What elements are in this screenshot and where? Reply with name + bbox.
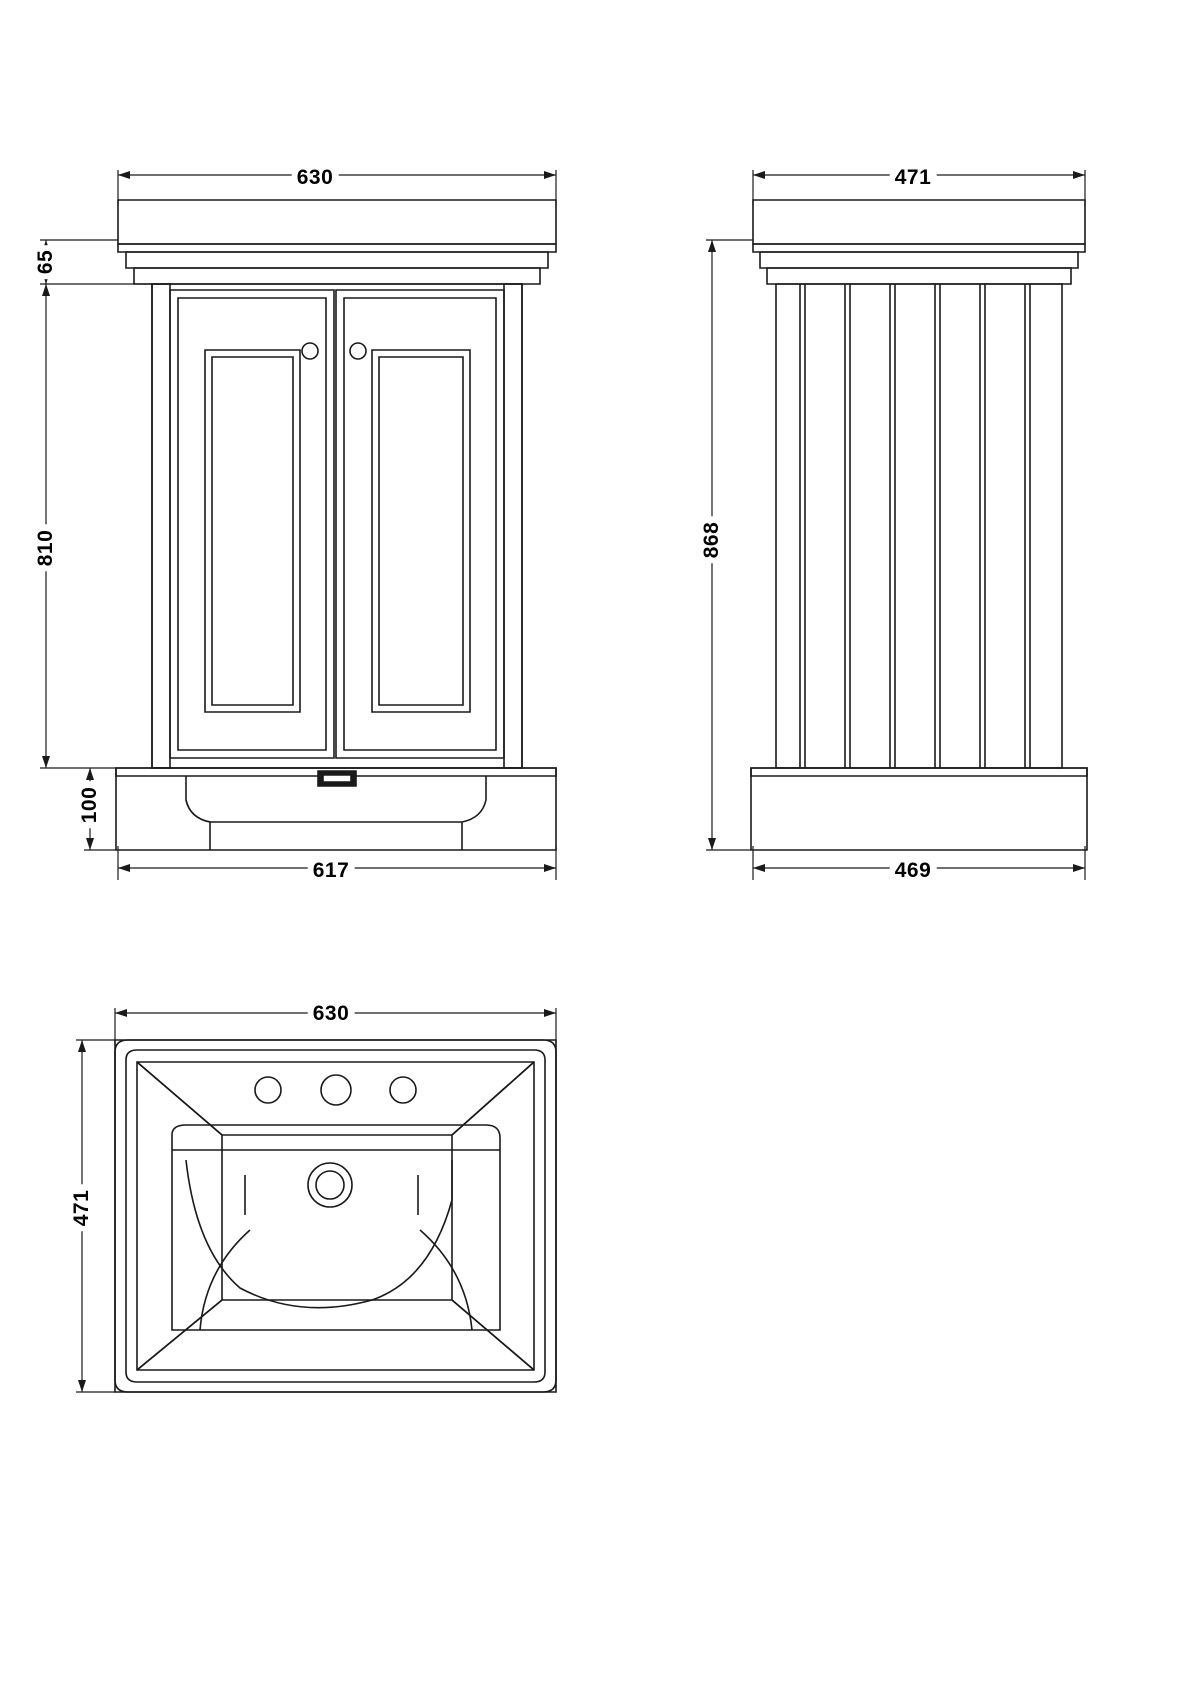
dim-front-plinth-height: 100 [78,782,102,829]
plan-view [115,1040,556,1392]
plan-dimension-lines [76,1008,556,1392]
side-elevation-view [751,200,1087,850]
dim-front-body-height: 810 [34,525,58,572]
dim-front-plinth-width: 617 [308,859,355,883]
dim-side-depth: 471 [890,166,937,190]
dim-front-top-height: 65 [34,245,58,279]
dim-side-plinth-depth: 469 [890,859,937,883]
dim-front-width: 630 [292,166,339,190]
dim-plan-depth: 471 [70,1185,94,1232]
dim-plan-width: 630 [308,1002,355,1026]
front-elevation-view [116,200,556,850]
dim-side-total-height: 868 [700,517,724,564]
front-dimension-lines [40,170,556,880]
